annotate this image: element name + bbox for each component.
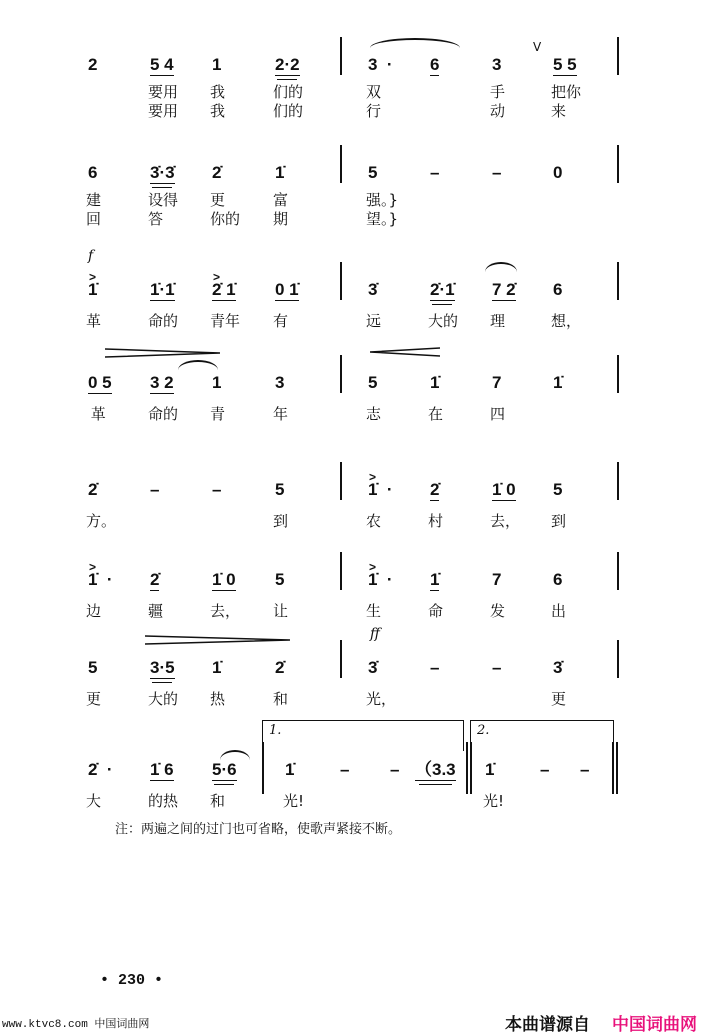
note: 5 — [275, 570, 285, 589]
lyric: 我 — [210, 102, 226, 120]
note: 5 — [368, 163, 378, 182]
note: 2 — [88, 55, 98, 74]
note: 1̇ — [285, 760, 295, 779]
lyric: 望。} — [366, 210, 399, 228]
note: 5 4 — [150, 55, 174, 74]
note: 1 — [212, 55, 222, 74]
lyric: 命的 — [148, 312, 179, 330]
lyric: 行 — [366, 102, 382, 120]
note: 3 — [275, 373, 285, 392]
note: 3̇·3̇ — [150, 163, 175, 182]
barline — [466, 742, 468, 794]
note: 0 1̇ — [275, 280, 299, 299]
note: 2·2 — [275, 55, 300, 74]
lyric: 设得 — [148, 191, 179, 209]
note: 2̇ 1̇ > — [212, 280, 236, 301]
lyric: 志 — [366, 405, 382, 423]
note: 2̇·1̇ — [430, 280, 455, 299]
lyric: 大的 — [428, 312, 459, 330]
lyric: 边 — [86, 602, 102, 620]
note: 1̇·1̇ — [150, 280, 175, 299]
lyric: 动 — [490, 102, 506, 120]
page-number: • 230 • — [100, 972, 164, 989]
note: 1̇ — [430, 570, 440, 589]
decrescendo — [145, 635, 290, 645]
barline — [617, 552, 619, 590]
note: 5·6 — [212, 760, 237, 779]
note: 2̇ · — [88, 760, 113, 779]
lyric: 疆 — [148, 602, 164, 620]
note: 3̇ — [368, 658, 378, 677]
note: 7 — [492, 373, 502, 392]
lyric: 让 — [273, 602, 289, 620]
lyric: 四 — [490, 405, 506, 423]
lyric: 们的 — [273, 102, 304, 120]
lyric: 远 — [366, 312, 382, 330]
lyric: 村 — [428, 512, 444, 530]
note: – — [580, 760, 590, 779]
volta-2 — [470, 720, 614, 751]
accent-mark: > — [369, 560, 377, 574]
lyric: 来 — [551, 102, 567, 120]
lyric: 我 — [210, 83, 226, 101]
lyric: 方。 — [86, 512, 117, 530]
barline — [617, 262, 619, 300]
lyric: 到 — [273, 512, 289, 530]
lyric: 回 — [86, 210, 102, 228]
note: 1 — [212, 373, 222, 392]
barline — [340, 37, 342, 75]
lyric: 青 — [210, 405, 226, 423]
note: 3̇ — [553, 658, 563, 677]
note: 1̇ · > — [368, 570, 393, 590]
lyric: 大的 — [148, 690, 179, 708]
lyric: 更 — [210, 191, 226, 209]
accent-mark: > — [89, 560, 97, 574]
lyric: 强。} — [366, 191, 399, 209]
note: 2̇ — [88, 480, 98, 499]
note: 0 — [553, 163, 563, 182]
lyric: 命 — [428, 602, 444, 620]
lyric: 双 — [366, 83, 382, 101]
note: – — [212, 480, 222, 499]
lyric: 们的 — [273, 83, 304, 101]
note: – — [430, 163, 440, 182]
lyric: 大 — [86, 792, 102, 810]
lyric: 发 — [490, 602, 506, 620]
note: – — [540, 760, 550, 779]
lyric: 出 — [551, 602, 567, 620]
note: 2̇ — [212, 163, 222, 182]
note: 3 · — [368, 55, 393, 74]
lyric: 和 — [273, 690, 289, 708]
watermark-source-label: 本曲谱源自 — [505, 1015, 590, 1034]
note: 7 — [492, 570, 502, 589]
lyric: 要用 — [148, 102, 179, 120]
slur — [370, 38, 460, 48]
barline — [340, 640, 342, 678]
slur — [220, 750, 250, 760]
note: 5 — [88, 658, 98, 677]
note: 1̇ > — [88, 280, 97, 300]
lyric: 年 — [273, 405, 289, 423]
lyric: 期 — [273, 210, 289, 228]
note: 3 2 — [150, 373, 174, 392]
lyric: 有 — [273, 312, 289, 330]
lyric: 的热 — [148, 792, 179, 810]
note: 3·5 — [150, 658, 175, 677]
note: 7 2̇ — [492, 280, 516, 299]
lyric: 光， — [366, 690, 397, 708]
lyric: 和 — [210, 792, 226, 810]
lyric: 命的 — [148, 405, 179, 423]
note: 1̇ 6 — [150, 760, 174, 779]
crescendo — [370, 347, 440, 357]
accent-mark: > — [369, 470, 377, 484]
barline — [340, 552, 342, 590]
dynamic-mark: ff — [370, 626, 380, 642]
note: – — [150, 480, 160, 499]
note: 1̇ — [275, 163, 285, 182]
barline — [616, 742, 618, 794]
lyric: 富 — [273, 191, 289, 209]
lyric: 生 — [366, 602, 382, 620]
lyric: 光! — [483, 792, 505, 810]
lyric: 到 — [551, 512, 567, 530]
lyric: 热 — [210, 690, 226, 708]
note: （3.3 — [415, 760, 456, 779]
note: 1̇ · > — [88, 570, 113, 590]
lyric: 理 — [490, 312, 506, 330]
note: 5 — [368, 373, 378, 392]
note: 5 — [553, 480, 563, 499]
barline — [340, 355, 342, 393]
note: 6 — [88, 163, 98, 182]
note: 6 — [553, 570, 563, 589]
volta-2-label: 2. — [477, 723, 490, 738]
note: 2̇ — [275, 658, 285, 677]
note: – — [340, 760, 350, 779]
note: 6 — [430, 55, 440, 74]
lyric: 去， — [490, 512, 521, 530]
note: 3 — [492, 55, 502, 74]
lyric: 建 — [86, 191, 102, 209]
watermark-site[interactable]: 中国词曲网 — [612, 1015, 697, 1034]
accent-mark: > — [89, 270, 97, 284]
note: 1̇ — [212, 658, 222, 677]
note: 3̇ — [368, 280, 378, 299]
note: 1̇ — [485, 760, 495, 779]
note: 6 — [553, 280, 563, 299]
note: 1̇ — [553, 373, 563, 392]
decrescendo — [105, 348, 220, 358]
barline — [340, 145, 342, 183]
lyric: 在 — [428, 405, 444, 423]
lyric: 更 — [86, 690, 102, 708]
note: 2̇ — [430, 480, 440, 499]
accent-mark: > — [213, 270, 221, 284]
note: – — [390, 760, 400, 779]
lyric: 答 — [148, 210, 164, 228]
lyric: 去， — [210, 602, 241, 620]
footnote: 注：两遍之间的过门也可省略，使歌声紧接不断。 — [115, 822, 402, 837]
barline — [340, 262, 342, 300]
note: 1̇ — [430, 373, 440, 392]
barline — [340, 462, 342, 500]
lyric: 青年 — [210, 312, 241, 330]
slur — [178, 360, 218, 370]
note: 1̇ 0 — [212, 570, 236, 589]
lyric: 光! — [283, 792, 305, 810]
note: 2̇ — [150, 570, 160, 589]
barline — [617, 37, 619, 75]
breath-mark: V — [533, 40, 542, 54]
barline — [617, 640, 619, 678]
lyric: 更 — [551, 690, 567, 708]
note: 1̇ · > — [368, 480, 393, 500]
note: 5 — [275, 480, 285, 499]
lyric: 手 — [490, 83, 506, 101]
note: 1̇ 0 — [492, 480, 516, 499]
lyric: 想， — [551, 312, 582, 330]
barline — [617, 145, 619, 183]
volta-1 — [262, 720, 464, 751]
volta-1-label: 1. — [269, 723, 282, 738]
dynamic-mark: f — [88, 248, 94, 264]
slur — [485, 262, 517, 272]
barline — [617, 462, 619, 500]
watermark-left[interactable]: www.ktvc8.com 中国词曲网 — [2, 1019, 150, 1031]
note: – — [430, 658, 440, 677]
barline — [617, 355, 619, 393]
note: 5 5 — [553, 55, 577, 74]
note: 0 5 — [88, 373, 112, 392]
lyric: 革 — [86, 312, 102, 330]
note: – — [492, 163, 502, 182]
lyric: 你的 — [210, 210, 241, 228]
lyric: 农 — [366, 512, 382, 530]
lyric: 把你 — [551, 83, 582, 101]
lyric: 要用 — [148, 83, 179, 101]
note: – — [492, 658, 502, 677]
lyric: 革 — [86, 405, 106, 423]
